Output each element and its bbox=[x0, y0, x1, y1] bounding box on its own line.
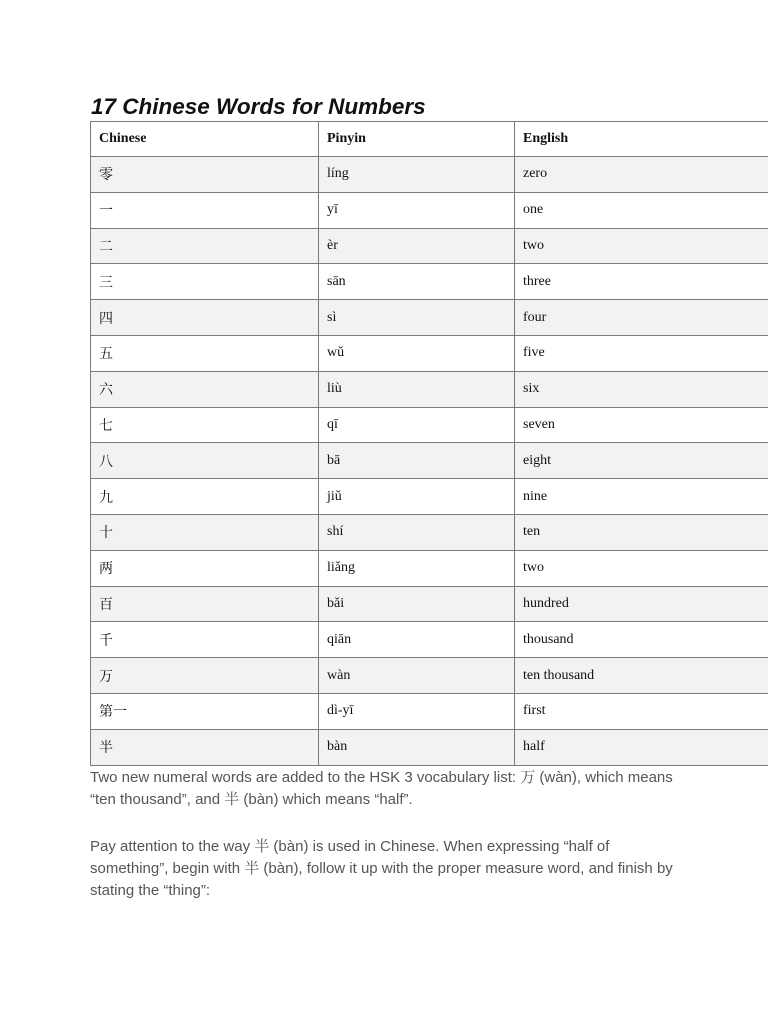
intro-paragraph: Two new numeral words are added to the HSK 3 vocabulary list: 万 (wàn), which means “ten thousand”, and 半 (bàn) which means “half”. bbox=[90, 769, 673, 808]
pinyin-cell: qiān bbox=[319, 622, 515, 658]
english-cell: nine bbox=[515, 479, 768, 515]
column-header-pinyin: Pinyin bbox=[319, 122, 515, 157]
chinese-cell: 六 bbox=[91, 371, 319, 407]
pinyin-cell: èr bbox=[319, 228, 515, 264]
chinese-cell: 千 bbox=[91, 622, 319, 658]
table-row bbox=[91, 443, 768, 479]
english-cell: ten bbox=[515, 514, 768, 550]
pinyin-cell: sān bbox=[319, 264, 515, 300]
table-row bbox=[91, 300, 768, 336]
table-row bbox=[91, 335, 768, 371]
column-header-english: English bbox=[515, 122, 768, 157]
numbers-vocabulary-table bbox=[90, 121, 768, 766]
usage-paragraph: Pay attention to the way 半 (bàn) is used in Chinese. When expressing “half of something”, begin with 半 (bàn), follow it up with the proper measure word, and finish by stating the “thing”: bbox=[90, 838, 673, 899]
table-row bbox=[91, 264, 768, 300]
pinyin-cell: liǎng bbox=[319, 550, 515, 586]
table-row bbox=[91, 479, 768, 515]
table-header-row bbox=[91, 122, 768, 157]
chinese-cell: 三 bbox=[91, 264, 319, 300]
pinyin-cell: líng bbox=[319, 157, 515, 193]
english-cell: seven bbox=[515, 407, 768, 443]
pinyin-cell: wàn bbox=[319, 658, 515, 694]
table-row bbox=[91, 550, 768, 586]
chinese-cell: 二 bbox=[91, 228, 319, 264]
chinese-cell: 八 bbox=[91, 443, 319, 479]
chinese-cell: 半 bbox=[91, 729, 319, 765]
english-cell: four bbox=[515, 300, 768, 336]
table-row bbox=[91, 157, 768, 193]
chinese-cell: 两 bbox=[91, 550, 319, 586]
english-cell: five bbox=[515, 335, 768, 371]
pinyin-cell: jiǔ bbox=[319, 479, 515, 515]
english-cell: ten thousand bbox=[515, 658, 768, 694]
chinese-cell: 万 bbox=[91, 658, 319, 694]
english-cell: zero bbox=[515, 157, 768, 193]
pinyin-cell: bàn bbox=[319, 729, 515, 765]
table-row bbox=[91, 228, 768, 264]
chinese-cell: 第一 bbox=[91, 693, 319, 729]
table-row bbox=[91, 407, 768, 443]
english-cell: three bbox=[515, 264, 768, 300]
chinese-cell: 五 bbox=[91, 335, 319, 371]
chinese-cell: 四 bbox=[91, 300, 319, 336]
chinese-cell: 七 bbox=[91, 407, 319, 443]
pinyin-cell: liù bbox=[319, 371, 515, 407]
english-cell: two bbox=[515, 550, 768, 586]
english-cell: two bbox=[515, 228, 768, 264]
table-row bbox=[91, 586, 768, 622]
table-row bbox=[91, 192, 768, 228]
pinyin-cell: bā bbox=[319, 443, 515, 479]
column-header-chinese: Chinese bbox=[91, 122, 319, 157]
chinese-cell: 零 bbox=[91, 157, 319, 193]
english-cell: eight bbox=[515, 443, 768, 479]
pinyin-cell: dì-yī bbox=[319, 693, 515, 729]
chinese-cell: 十 bbox=[91, 514, 319, 550]
pinyin-cell: sì bbox=[319, 300, 515, 336]
table-row bbox=[91, 658, 768, 694]
pinyin-cell: shí bbox=[319, 514, 515, 550]
page-title: 17 Chinese Words for Numbers bbox=[91, 94, 426, 119]
english-cell: one bbox=[515, 192, 768, 228]
table-row bbox=[91, 693, 768, 729]
english-cell: thousand bbox=[515, 622, 768, 658]
english-cell: half bbox=[515, 729, 768, 765]
table-row bbox=[91, 514, 768, 550]
table-row bbox=[91, 729, 768, 765]
english-cell: six bbox=[515, 371, 768, 407]
english-cell: hundred bbox=[515, 586, 768, 622]
pinyin-cell: qī bbox=[319, 407, 515, 443]
pinyin-cell: yī bbox=[319, 192, 515, 228]
chinese-cell: 九 bbox=[91, 479, 319, 515]
chinese-cell: 百 bbox=[91, 586, 319, 622]
english-cell: first bbox=[515, 693, 768, 729]
table-row bbox=[91, 622, 768, 658]
chinese-cell: 一 bbox=[91, 192, 319, 228]
pinyin-cell: bǎi bbox=[319, 586, 515, 622]
table-row bbox=[91, 371, 768, 407]
pinyin-cell: wǔ bbox=[319, 335, 515, 371]
